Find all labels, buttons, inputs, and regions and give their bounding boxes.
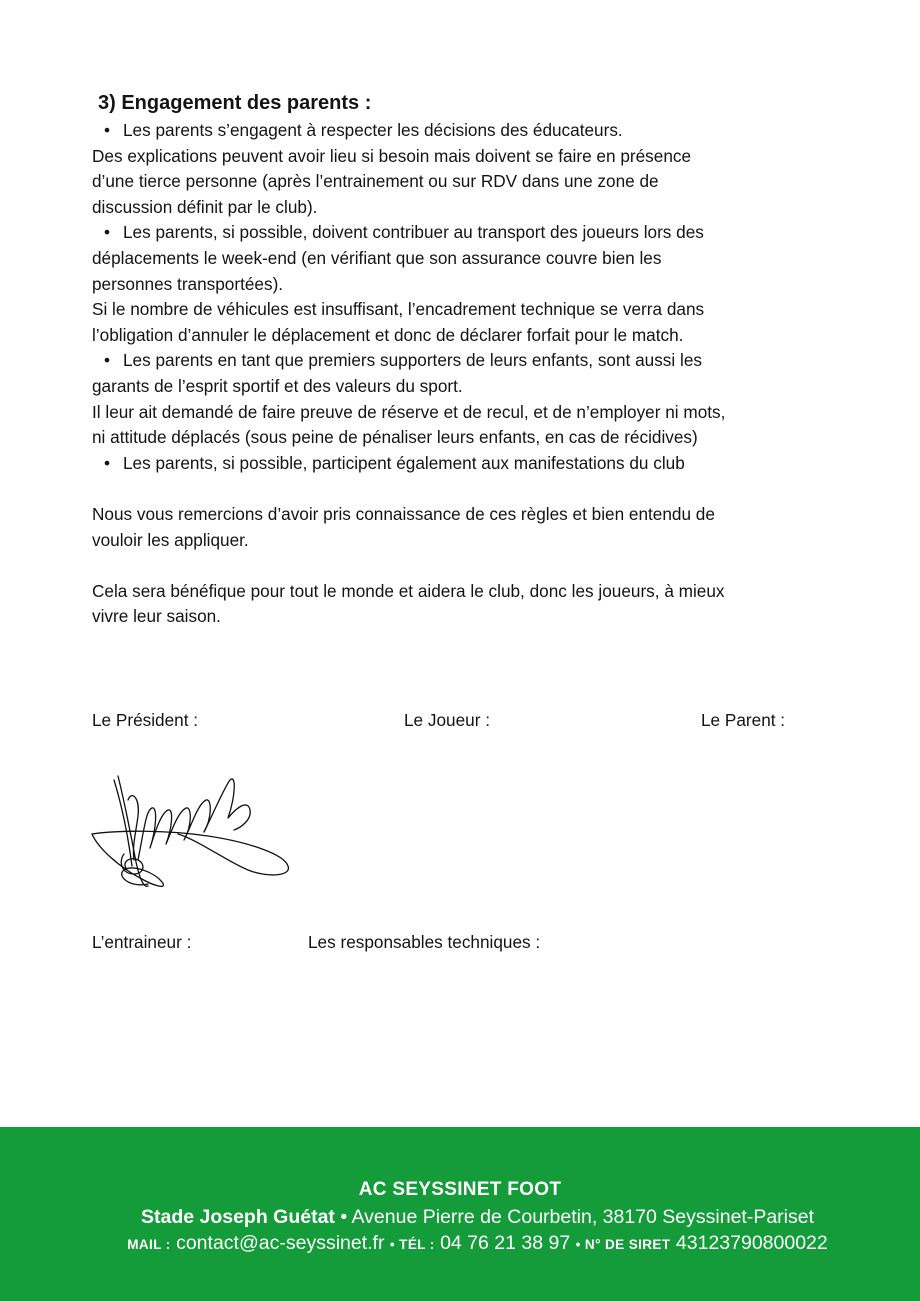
paragraph-line: garants de l’esprit sportif et des valeurs du sport. [92, 375, 463, 396]
body-content [92, 90, 812, 630]
bullet-item: • Les parents, si possible, participent également aux manifestations du club [92, 451, 812, 477]
footer-siret-label: • N° DE SIRET [575, 1237, 671, 1252]
bullet-item: • Les parents en tant que premiers supporters de leurs enfants, sont aussi les [92, 348, 812, 374]
president-signature [88, 770, 298, 895]
blank-line [92, 553, 812, 579]
paragraph-line: vivre leur saison. [92, 606, 221, 627]
bullet-item: • Les parents, si possible, doivent contribuer au transport des joueurs lors des [92, 220, 812, 246]
blank-line [92, 476, 812, 502]
footer-club-name: AC SEYSSINET FOOT [358, 1179, 562, 1200]
paragraph-line: l’obligation d’annuler le déplacement et donc de déclarer forfait pour le match. [92, 324, 684, 345]
footer-address-line [0, 1206, 920, 1229]
signature-label-joueur: Le Joueur : [404, 710, 490, 730]
paragraph-line: Cela sera bénéfique pour tout le monde et aidera le club, donc les joueurs, à mieux [92, 580, 725, 601]
paragraph-line: ni attitude déplacés (sous peine de pénaliser leurs enfants, en cas de récidives) [92, 427, 698, 448]
paragraph-line: Si le nombre de véhicules est insuffisant, l’encadrement technique se verra dans [92, 299, 705, 320]
footer-stadium: Stade Joseph Guétat [140, 1206, 335, 1228]
signature-label-responsables: Les responsables techniques : [308, 932, 541, 952]
footer-mail[interactable]: contact@ac-seyssinet.fr [170, 1232, 390, 1254]
signature-label-entraineur: L’entraineur : [92, 932, 192, 952]
footer-banner [0, 1127, 920, 1301]
section-heading: 3) Engagement des parents : [98, 92, 372, 114]
signature-label-president: Le Président : [92, 710, 199, 730]
paragraph-line: discussion définit par le club). [92, 196, 318, 217]
paragraph-line: déplacements le week-end (en vérifiant que son assurance couvre bien les [92, 247, 662, 268]
paragraph-line: Il leur ait demandé de faire preuve de réserve et de recul, et de n’employer ni mots, [92, 401, 726, 422]
paragraph-line: Des explications peuvent avoir lieu si besoin mais doivent se faire en présence [92, 145, 692, 166]
footer-contact-line [0, 1232, 920, 1255]
paragraph-line: d’une tierce personne (après l’entrainement ou sur RDV dans une zone de [92, 171, 659, 192]
footer-tel: 04 76 21 38 97 [434, 1232, 576, 1254]
signature-label-parent: Le Parent : [701, 710, 786, 730]
paragraph-line: personnes transportées). [92, 273, 284, 294]
section-lines [92, 118, 812, 630]
footer-tel-label: • TÉL : [389, 1237, 435, 1252]
footer-address: • Avenue Pierre de Courbetin, 38170 Seyssinet-Pariset [334, 1206, 815, 1228]
bullet-item: • Les parents s’engagent à respecter les décisions des éducateurs. [92, 118, 812, 144]
paragraph-line: vouloir les appliquer. [92, 529, 249, 550]
footer-mail-label: MAIL : [127, 1237, 171, 1252]
footer-siret: 43123790800022 [670, 1232, 828, 1254]
paragraph-line: Nous vous remercions d’avoir pris connaissance de ces règles et bien entendu de [92, 503, 715, 524]
